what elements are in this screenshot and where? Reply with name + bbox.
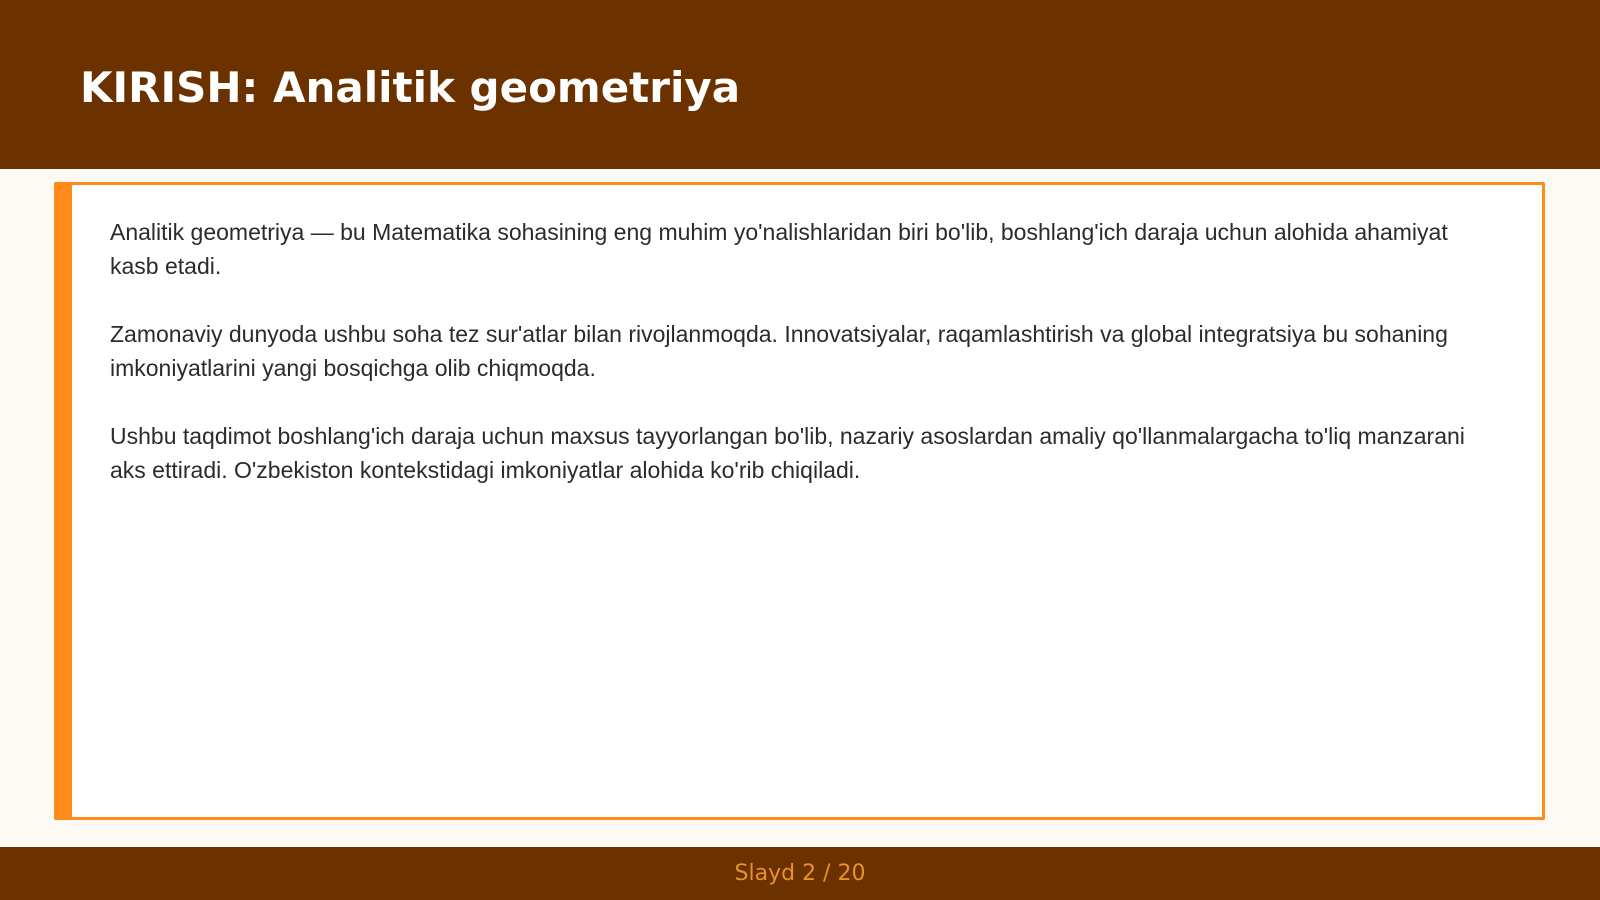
content-card	[54, 182, 1545, 820]
slide-header	[0, 0, 1600, 169]
slide-counter: Slayd 2 / 20	[734, 861, 866, 886]
paragraph-modern-world: Zamonaviy dunyoda ushbu soha tez sur'atlar bilan rivojlanmoqda. Innovatsiyalar, raqamlashtirish va global integratsiya bu sohaning imkoniyatlarini yangi bosqichga olib chiqmoqda.	[110, 321, 1448, 381]
paragraph-intro: Analitik geometriya — bu Matematika sohasining eng muhim yo'nalishlaridan biri bo'lib, boshlang'ich daraja uchun alohida ahamiyat kasb etadi.	[110, 219, 1448, 279]
paragraph-presentation-scope: Ushbu taqdimot boshlang'ich daraja uchun maxsus tayyorlangan bo'lib, nazariy asoslardan amaliy qo'llanmalargacha to'liq manzarani aks ettiradi. O'zbekiston kontekstidagi imkoniyatlar alohida ko'rib chiqiladi.	[110, 423, 1465, 483]
slide-footer	[0, 847, 1600, 900]
slide-title: KIRISH: Analitik geometriya	[80, 63, 741, 112]
